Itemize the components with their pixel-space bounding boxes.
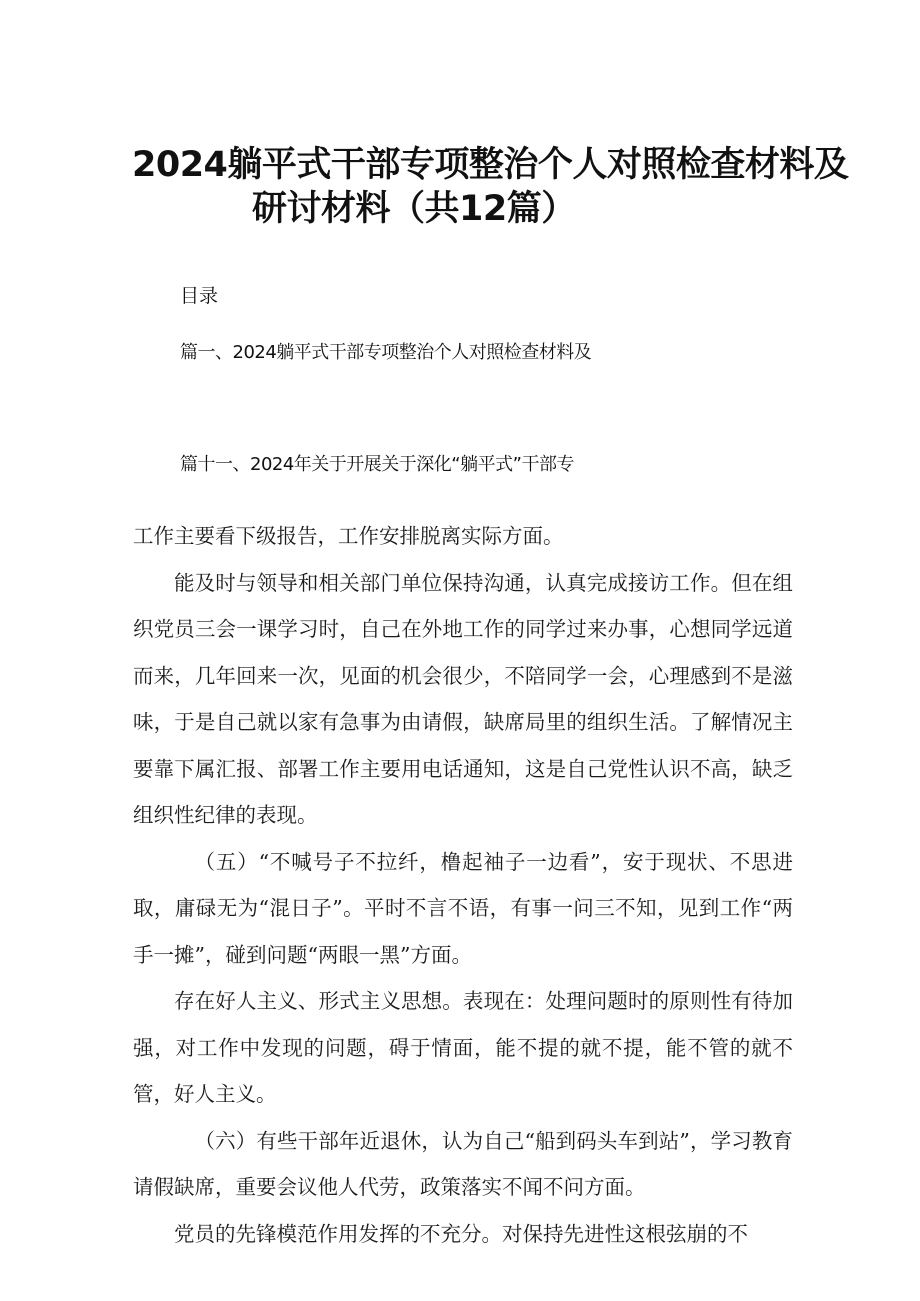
paragraph: 党员的先锋模范作用发挥的不充分。对保持先进性这根弦崩的不 bbox=[174, 1221, 748, 1246]
title-line-2: 研讨材料（共12篇） bbox=[252, 189, 576, 229]
body-text bbox=[133, 513, 793, 1257]
paragraph: 工作主要看下级报告，工作安排脱离实际方面。 bbox=[133, 524, 564, 548]
paragraph: 能及时与领导和相关部门单位保持沟通，认真完成接访工作。但在组织党员三会一课学习时，自己在外地工作的同学过来办事，心想同学远道而来，几年回来一次，见面的机会很少，不陪同学一会，心理感到不是滋味，于是自己就以家有急事为由请假，缺席局里的组织生活。了解情况主要靠下属汇报、部署工作主要用电话通知，这是自己党性认识不高，缺乏组织性纪律的表现。 bbox=[133, 570, 793, 827]
toc-item-11[interactable]: 篇十一、2024年关于开展关于深化“躺平式”干部专 bbox=[180, 454, 574, 475]
title-line-1: 2024躺平式干部专项整治个人对照检查材料及 bbox=[132, 145, 849, 185]
paragraph: 存在好人主义、形式主义思想。表现在：处理问题时的原则性有待加强，对工作中发现的问题，碍于情面，能不提的就不提，能不管的就不管，好人主义。 bbox=[133, 989, 793, 1106]
paragraph: （五）“不喊号子不拉纤，橹起袖子一边看”，安于现状、不思进取，庸碌无为“混日子”。平时不言不语，有事一问三不知，见到工作“两手一摊”，碰到问题“两眼一黑”方面。 bbox=[133, 849, 793, 967]
document-title bbox=[132, 143, 849, 231]
toc-item-1[interactable]: 篇一、2024躺平式干部专项整治个人对照检查材料及 bbox=[180, 342, 592, 363]
toc-heading: 目录 bbox=[180, 285, 219, 307]
paragraph: （六）有些干部年近退休，认为自己“船到码头车到站”，学习教育请假缺席，重要会议他人代劳，政策落实不闻不问方面。 bbox=[133, 1128, 793, 1199]
